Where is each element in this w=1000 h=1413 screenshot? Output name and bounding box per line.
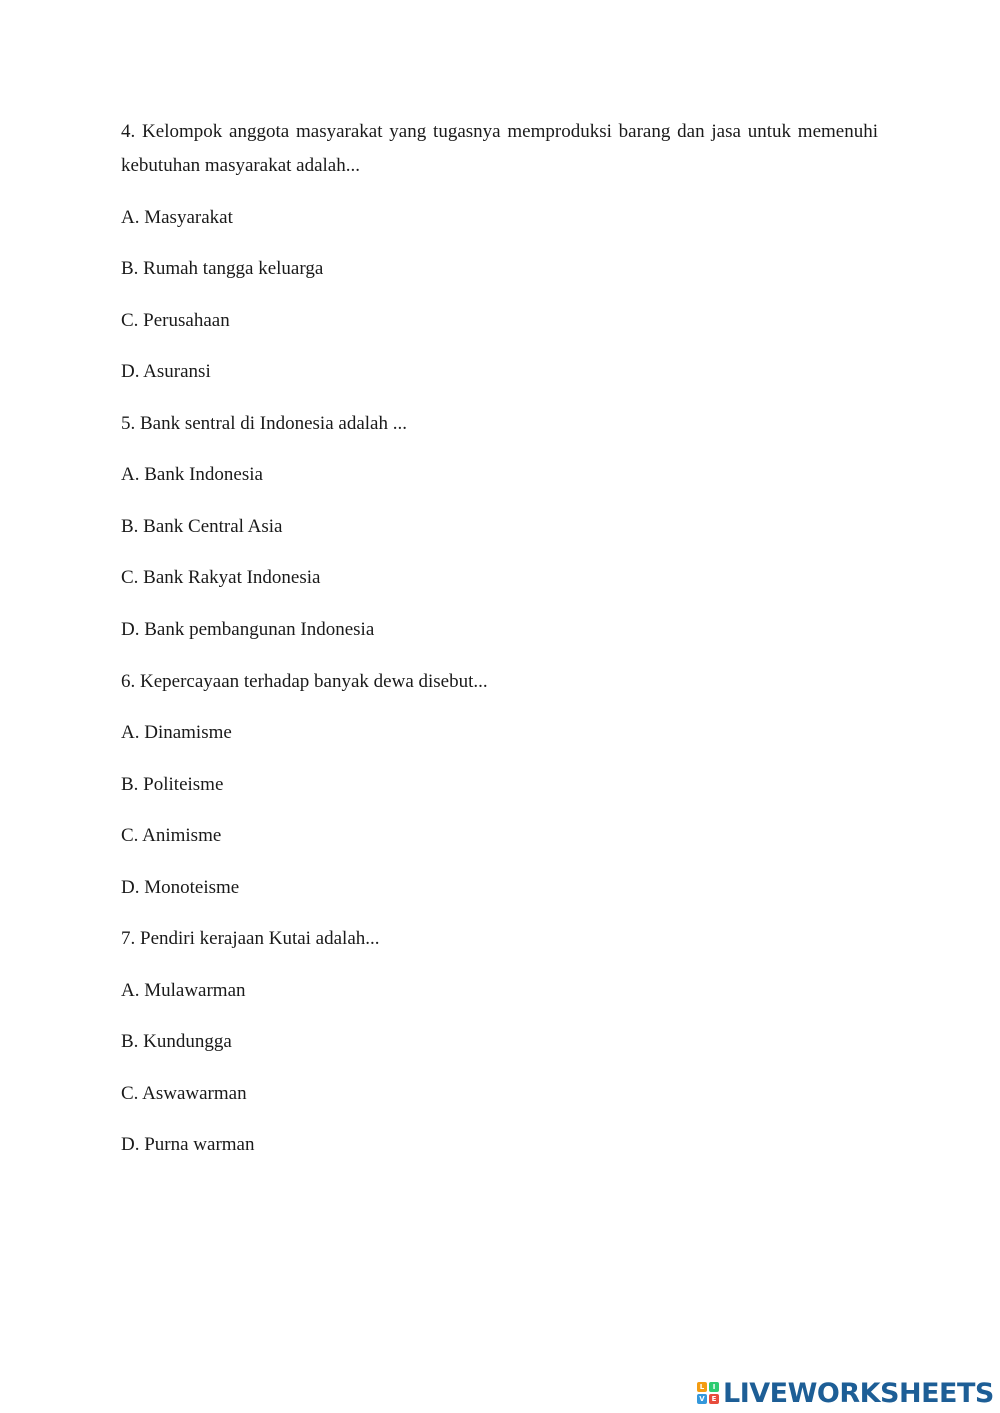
question-4-option-c: C. Perusahaan [121,310,230,331]
question-5-option-c: C. Bank Rakyat Indonesia [121,567,321,588]
question-7-option-b: B. Kundungga [121,1031,232,1052]
question-6-option-a: A. Dinamisme [121,722,232,743]
question-5-option-b: B. Bank Central Asia [121,516,283,537]
logo-cell-i: I [709,1382,719,1392]
question-5-option-d: D. Bank pembangunan Indonesia [121,619,375,640]
liveworksheets-logo [697,1376,994,1410]
logo-mark-icon [697,1382,719,1404]
question-4-prompt: 4. Kelompok anggota masyarakat yang tugasnya memproduksi barang dan jasa untuk memenuhi kebutuhan masyarakat adalah... [121,121,878,176]
question-6-option-b: B. Politeisme [121,774,224,795]
question-6-prompt: 6. Kepercayaan terhadap banyak dewa disebut... [121,671,488,692]
question-7-option-c: C. Aswawarman [121,1083,247,1104]
logo-cell-v: V [697,1394,707,1404]
question-7-option-d: D. Purna warman [121,1134,255,1155]
question-5-option-a: A. Bank Indonesia [121,464,263,485]
question-7-option-a: A. Mulawarman [121,980,246,1001]
question-4-option-b: B. Rumah tangga keluarga [121,258,324,279]
question-6-option-c: C. Animisme [121,825,222,846]
question-7-prompt: 7. Pendiri kerajaan Kutai adalah... [121,928,380,949]
question-6-option-d: D. Monoteisme [121,877,240,898]
logo-brand-text: LIVEWORKSHEETS [723,1377,994,1409]
question-4-option-d: D. Asuransi [121,361,211,382]
logo-cell-l: L [697,1382,707,1392]
question-5-prompt: 5. Bank sentral di Indonesia adalah ... [121,413,407,434]
question-4-option-a: A. Masyarakat [121,207,233,228]
logo-cell-e: E [709,1394,719,1404]
